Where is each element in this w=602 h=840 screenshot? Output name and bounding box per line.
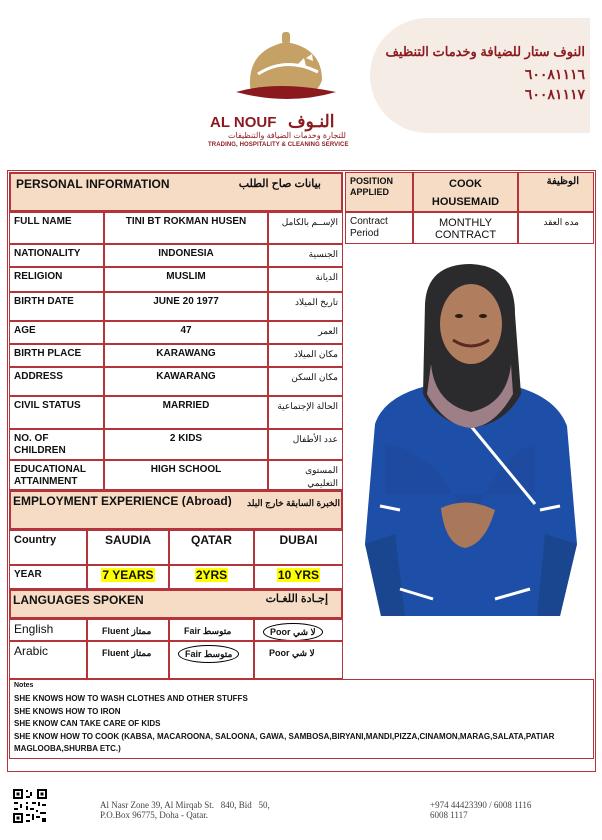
proficiency-fluent-text: Fluent ممتاز	[102, 626, 152, 636]
languages-title-ar: إجـادة اللغـات	[265, 593, 328, 605]
field-label: EDUCATIONAL ATTAINMENT	[9, 460, 104, 490]
qr-code-icon	[12, 788, 48, 824]
year-value: 10 YRS	[277, 568, 320, 582]
field-label-ar: المستوى التعليمي	[268, 460, 343, 490]
language-name: English	[9, 619, 87, 641]
notes-label: Notes	[14, 682, 34, 689]
proficiency-fair-text: Fair متوسط	[178, 645, 239, 663]
proficiency-fair-text: Fair متوسط	[184, 626, 232, 636]
field-value: KAWARANG	[104, 367, 268, 396]
agency-arabic-name: النوف ستار للضيافة وخدمات التنظيف	[385, 44, 585, 59]
footer-qr-code	[12, 788, 48, 824]
field-label: ADDRESS	[9, 367, 104, 396]
language-name: Arabic	[9, 641, 87, 679]
field-value: MARRIED	[104, 396, 268, 429]
country-cell: SAUDIA	[87, 530, 169, 565]
year-cell	[169, 565, 254, 589]
field-value: TINI BT ROKMAN HUSEN	[104, 212, 268, 244]
field-label-ar: مكان السكن	[268, 367, 343, 396]
personal-info-title-ar: بيانات صاح الطلب	[238, 178, 321, 190]
proficiency-fluent	[87, 641, 169, 679]
agency-phone-1: ٦٠٠٨١١١٦	[524, 66, 585, 82]
footer-address-line2: P.O.Box 96775, Doha - Qatar.	[100, 810, 208, 820]
proficiency-poor	[254, 641, 343, 679]
field-label-ar: الديانة	[268, 267, 343, 292]
position-label: POSITION APPLIED	[345, 172, 413, 212]
proficiency-poor-text: Poor لا شي	[263, 623, 323, 641]
field-label-ar: العمر	[268, 321, 343, 344]
field-label: CIVIL STATUS	[9, 396, 104, 429]
applicant-photo-image	[345, 244, 595, 676]
applicant-photo	[345, 244, 595, 676]
field-label-ar: الجنسية	[268, 244, 343, 267]
country-label: Country	[9, 530, 87, 565]
footer-address-line1: Al Nasr Zone 39, Al Mirqab St. 840, Bid 50,	[100, 800, 270, 810]
country-cell: DUBAI	[254, 530, 343, 565]
field-value: 47	[104, 321, 268, 344]
contract-value: MONTHLY CONTRACT	[413, 212, 518, 244]
year-cell	[87, 565, 169, 589]
year-cell	[254, 565, 343, 589]
field-label: NATIONALITY	[9, 244, 104, 267]
note-line: SHE KNOWS HOW TO WASH CLOTHES AND OTHER STUFFS	[14, 694, 248, 703]
field-label-ar: مكان الميلاد	[268, 344, 343, 367]
note-line: SHE KNOW CAN TAKE CARE OF KIDS	[14, 719, 161, 728]
year-label: YEAR	[9, 565, 87, 589]
field-label: NO. OF CHILDREN	[9, 429, 104, 460]
field-value: MUSLIM	[104, 267, 268, 292]
personal-info-title: PERSONAL INFORMATION	[16, 177, 170, 191]
field-value: KARAWANG	[104, 344, 268, 367]
contract-label-ar: مده العقد	[518, 212, 594, 244]
field-value: INDONESIA	[104, 244, 268, 267]
country-cell: QATAR	[169, 530, 254, 565]
field-label: BIRTH PLACE	[9, 344, 104, 367]
position-value-line1: COOK	[449, 178, 482, 190]
proficiency-poor	[254, 619, 343, 641]
proficiency-poor-text: Poor لا شي	[269, 648, 315, 658]
field-value: 2 KIDS	[104, 429, 268, 460]
field-label-ar: عدد الأطفال	[268, 429, 343, 460]
notes-lines	[14, 693, 589, 756]
proficiency-fluent-text: Fluent ممتاز	[102, 648, 152, 658]
position-value-cell	[413, 172, 518, 212]
proficiency-fluent	[87, 619, 169, 641]
languages-title: LANGUAGES SPOKEN	[13, 594, 144, 606]
position-value-line2: HOUSEMAID	[431, 196, 500, 208]
position-label-ar: الوظيفة	[518, 172, 594, 212]
note-line: SHE KNOW HOW TO COOK (KABSA, MACAROONA, SALOONA, GAWA, SAMBOSA,BIRYANI,MANDI,PIZZA,CINAMON,MARAG,SALATA,PATIAR MAGLOOBA,SHURBA ETC.)	[14, 731, 555, 753]
logo-arabic-name: النـوف	[288, 112, 335, 131]
employment-title: EMPLOYMENT EXPERIENCE (Abroad)	[13, 495, 232, 507]
field-label: AGE	[9, 321, 104, 344]
proficiency-fair	[169, 641, 254, 679]
logo-mark-icon	[218, 28, 353, 118]
logo-english-subtitle: TRADING, HOSPITALITY & CLEANING SERVICE	[208, 142, 349, 148]
field-label-ar: الحالة الإجتماعية	[268, 396, 343, 429]
logo-arabic-subtitle: للتجارة وخدمات الضيافة والتنظيفات	[228, 131, 346, 140]
footer-phones-line1: +974 44423390 / 6008 1116	[430, 800, 532, 810]
field-label: RELIGION	[9, 267, 104, 292]
agency-phone-2: ٦٠٠٨١١١٧	[524, 86, 585, 102]
proficiency-fair	[169, 619, 254, 641]
field-label-ar: تاريخ الميلاد	[268, 292, 343, 321]
contract-label: Contract Period	[345, 212, 413, 244]
notes-box	[9, 679, 594, 759]
note-line: SHE KNOWS HOW TO IRON	[14, 706, 121, 716]
field-value: HIGH SCHOOL	[104, 460, 268, 490]
year-value: 2YRS	[195, 568, 228, 582]
field-label: BIRTH DATE	[9, 292, 104, 321]
footer-phones-line2: 6008 1117	[430, 810, 468, 820]
employment-title-ar: الخبرة السابقة خارج البلد	[247, 498, 340, 508]
field-value: JUNE 20 1977	[104, 292, 268, 321]
logo-english-name: AL NOUF	[210, 114, 277, 131]
year-value: 7 YEARS	[102, 568, 154, 582]
field-label: FULL NAME	[9, 212, 104, 244]
field-label-ar: الإســم بالكامل	[268, 212, 343, 244]
company-logo	[208, 28, 353, 153]
